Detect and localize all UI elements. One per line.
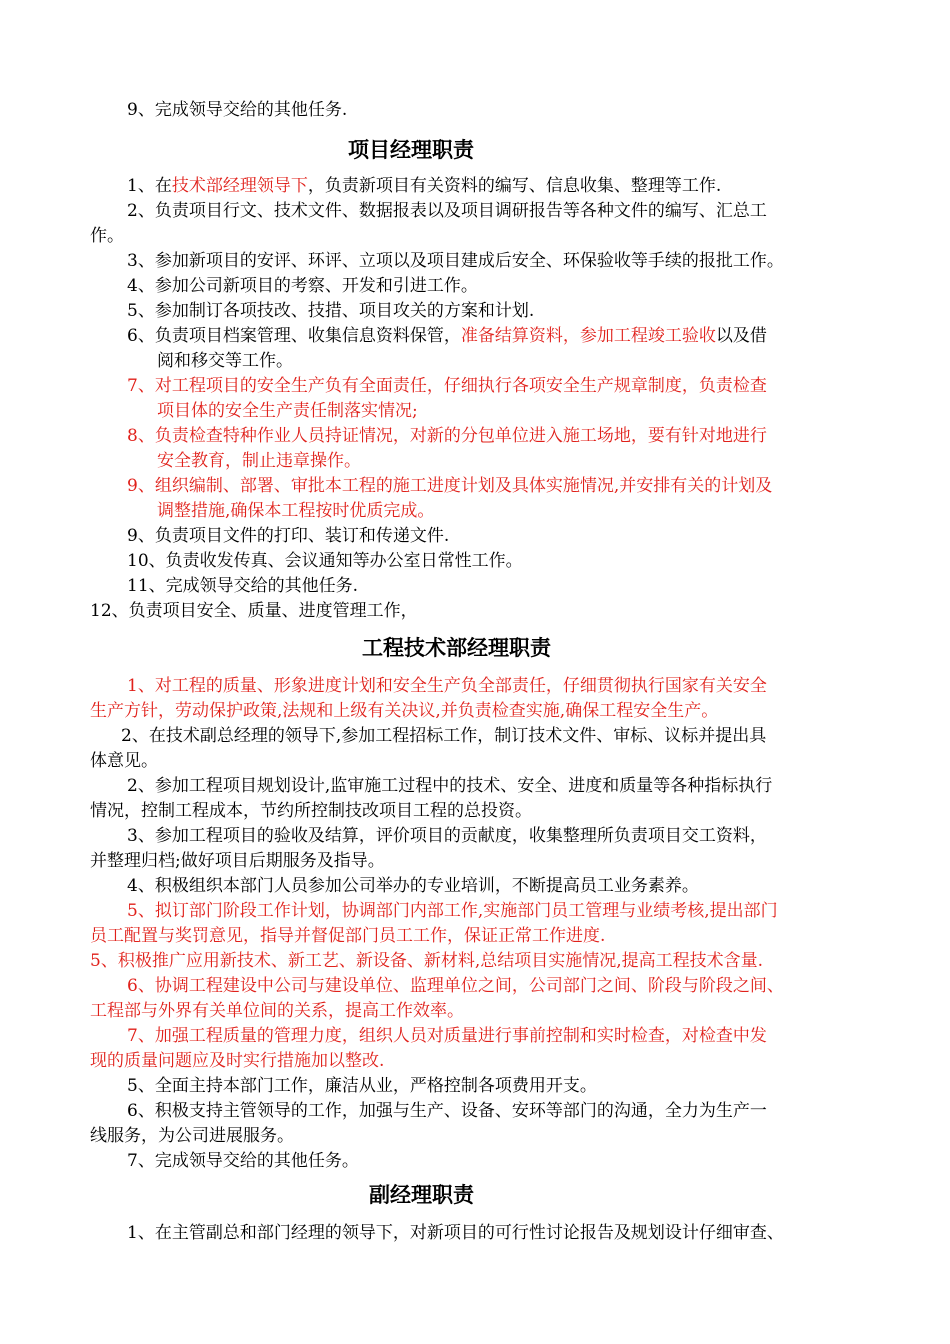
list-item: 6、积极支持主管领导的工作，加强与生产、设备、安环等部门的沟通，全力为生产一 <box>127 1101 767 1121</box>
list-item: 1、在主管副总和部门经理的领导下，对新项目的可行性讨论报告及规划设计仔细审查、 <box>127 1223 784 1243</box>
list-item: 12、负责项目安全、质量、进度管理工作， <box>90 601 418 621</box>
list-item: 9、完成领导交给的其他任务. <box>127 100 348 120</box>
list-item-highlighted: 8、负责检查特种作业人员持证情况，对新的分包单位进入施工场地，要有针对地进行 <box>127 426 767 446</box>
list-item: 2、参加工程项目规划设计,监审施工过程中的技术、安全、进度和质量等各种指标执行 <box>127 776 773 796</box>
list-item-continuation: 项目体的安全生产责任制落实情况; <box>157 401 418 421</box>
list-item: 9、负责项目文件的打印、装订和传递文件. <box>127 526 450 546</box>
list-item: 10、负责收发传真、会议通知等办公室日常性工作。 <box>127 551 523 571</box>
list-item-highlighted: 5、拟订部门阶段工作计划，协调部门内部工作,实施部门员工管理与业绩考核,提出部门 <box>127 901 778 921</box>
list-item: 3、参加新项目的安评、环评、立项以及项目建成后安全、环保验收等手续的报批工作。 <box>127 251 784 271</box>
list-item: 5、全面主持本部门工作，廉洁从业，严格控制各项费用开支。 <box>127 1076 597 1096</box>
list-item: 2、负责项目行文、技术文件、数据报表以及项目调研报告等各种文件的编写、汇总工 <box>127 201 767 221</box>
list-item-continuation: 工程部与外界有关单位间的关系，提高工作效率。 <box>90 1001 464 1021</box>
list-item: 6、负责项目档案管理、收集信息资料保管，准备结算资料，参加工程竣工验收以及借 <box>127 326 767 346</box>
list-item: 4、参加公司新项目的考察、开发和引进工作。 <box>127 276 478 296</box>
list-item-continuation: 情况，控制工程成本，节约所控制技改项目工程的总投资。 <box>90 801 532 821</box>
list-item-highlighted: 1、对工程的质量、形象进度计划和安全生产负全部责任，仔细贯彻执行国家有关安全 <box>127 676 767 696</box>
list-item-highlighted: 6、协调工程建设中公司与建设单位、监理单位之间，公司部门之间、阶段与阶段之间、 <box>127 976 784 996</box>
list-item: 3、参加工程项目的验收及结算，评价项目的贡献度，收集整理所负责项目交工资料， <box>127 826 767 846</box>
list-item: 7、完成领导交给的其他任务。 <box>127 1151 359 1171</box>
list-item-continuation: 安全教育，制止违章操作。 <box>157 451 361 471</box>
list-item-continuation: 体意见。 <box>90 751 158 771</box>
list-item: 11、完成领导交给的其他任务. <box>127 576 359 596</box>
list-item: 4、积极组织本部门人员参加公司举办的专业培训，不断提高员工业务素养。 <box>127 876 699 896</box>
list-item-continuation: 员工配置与奖罚意见，指导并督促部门员工工作，保证正常工作进度. <box>90 926 606 946</box>
section-title-project-manager: 项目经理职责 <box>348 138 474 162</box>
list-item-continuation: 阅和移交等工作。 <box>157 351 293 371</box>
list-item-highlighted: 9、组织编制、部署、审批本工程的施工进度计划及具体实施情况,并安排有关的计划及 <box>127 476 773 496</box>
list-item-highlighted: 7、加强工程质量的管理力度，组织人员对质量进行事前控制和实时检查，对检查中发 <box>127 1026 767 1046</box>
list-item-continuation: 并整理归档;做好项目后期服务及指导。 <box>90 851 385 871</box>
list-item: 5、参加制订各项技改、技措、项目攻关的方案和计划. <box>127 301 535 321</box>
list-item-highlighted: 5、积极推广应用新技术、新工艺、新设备、新材料,总结项目实施情况,提高工程技术含量. <box>90 951 764 971</box>
list-item: 2、在技术副总经理的领导下,参加工程招标工作，制订技术文件、审标、议标并提出具 <box>121 726 767 746</box>
list-item-continuation: 现的质量问题应及时实行措施加以整改. <box>90 1051 385 1071</box>
list-item: 1、在技术部经理领导下，负责新项目有关资料的编写、信息收集、整理等工作. <box>127 176 722 196</box>
list-item-continuation: 调整措施,确保本工程按时优质完成。 <box>157 501 435 521</box>
section-title-engineering-tech-manager: 工程技术部经理职责 <box>362 636 551 660</box>
list-item-continuation: 生产方针，劳动保护政策,法规和上级有关决议,并负责检查实施,确保工程安全生产。 <box>90 701 719 721</box>
section-title-deputy-manager: 副经理职责 <box>369 1183 474 1207</box>
list-item-highlighted: 7、对工程项目的安全生产负有全面责任，仔细执行各项安全生产规章制度，负责检查 <box>127 376 767 396</box>
list-item-continuation: 线服务，为公司进展服务。 <box>90 1126 294 1146</box>
list-item-continuation: 作。 <box>90 226 124 246</box>
